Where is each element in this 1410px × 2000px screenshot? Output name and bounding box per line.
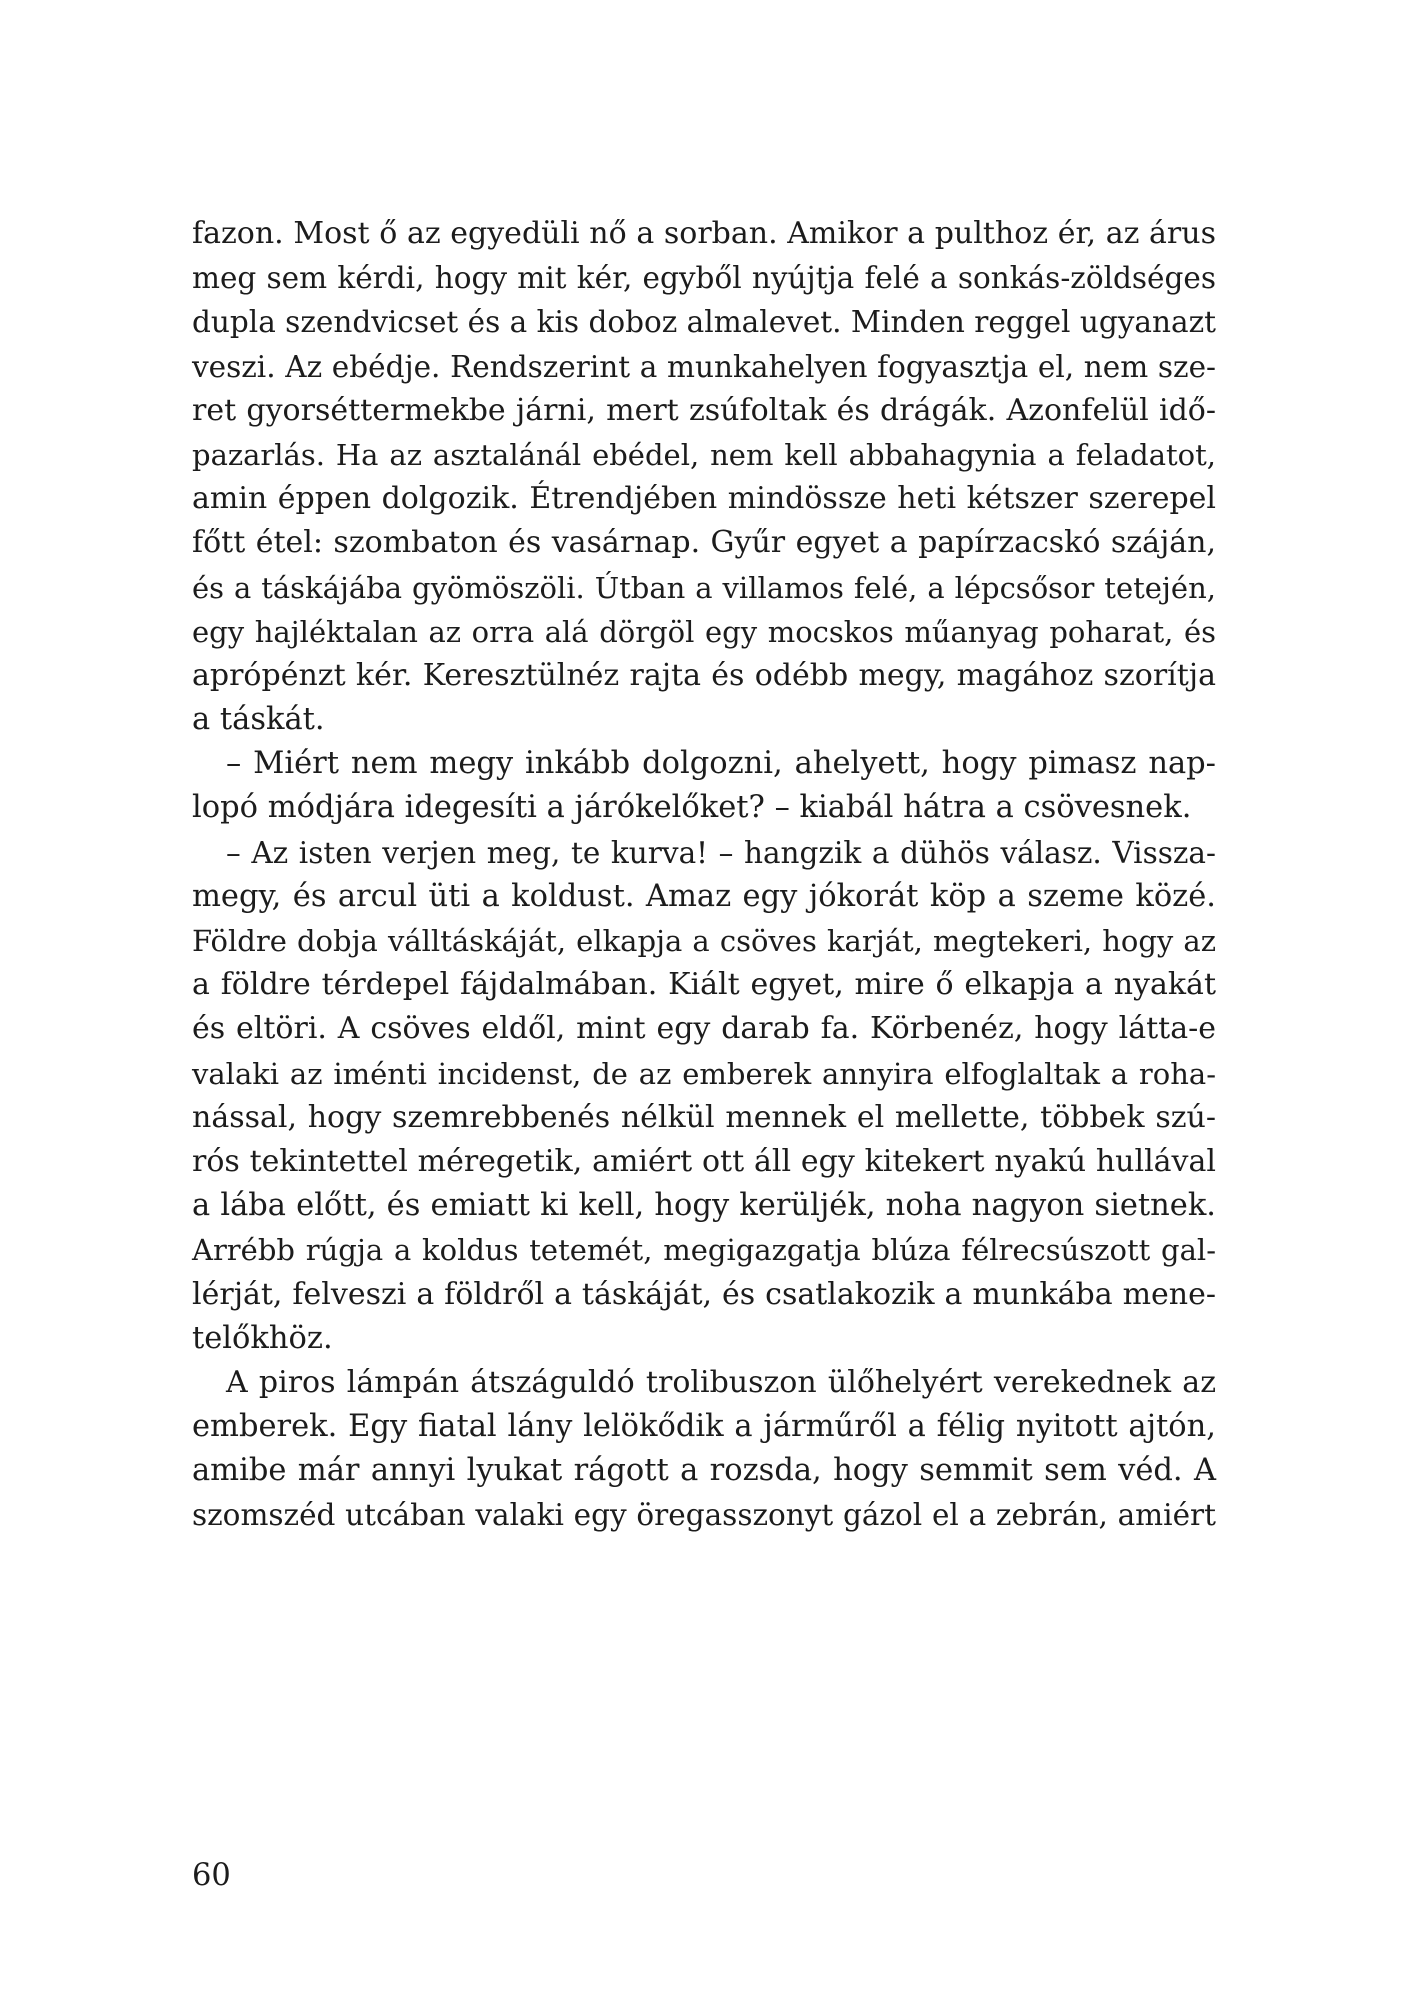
text-line: ret gyorséttermekbe járni, mert zsúfoltak és drágák. Azonfelül idő- — [192, 392, 1216, 428]
text-line: amibe már annyi lyukat rágott a rozsda, hogy semmit sem véd. A — [192, 1453, 1216, 1489]
text-line: a táskát. — [192, 702, 325, 738]
text-line: amin éppen dolgozik. Étrendjében mindössze heti kétszer szerepel — [192, 481, 1216, 517]
text-line: A piros lámpán átszáguldó trolibuszon ülőhelyért verekednek az — [226, 1364, 1216, 1400]
text-line: meg sem kérdi, hogy mit kér, egyből nyújtja felé a sonkás-zöldséges — [192, 261, 1216, 296]
text-line: a földre térdepel fájdalmában. Kiált egyet, mire ő elkapja a nyakát — [192, 967, 1216, 1003]
body-text — [192, 212, 1216, 1538]
text-line: a lába előtt, és emiatt ki kell, hogy kerüljék, noha nagyon sietnek. — [192, 1188, 1216, 1224]
paragraph-1 — [192, 212, 1216, 742]
text-line: – Az isten verjen meg, te kurva! – hangzik a dühös válasz. Vissza- — [226, 835, 1216, 870]
text-line: pazarlás. Ha az asztalánál ebédel, nem kell abbahagynia a feladatot, — [192, 437, 1216, 472]
text-line: és a táskájába gyömöszöli. Útban a villamos felé, a lépcsősor tetején, — [192, 570, 1216, 605]
text-line: – Miért nem megy inkább dolgozni, ahelyett, hogy pimasz nap- — [226, 746, 1216, 782]
text-line: aprópénzt kér. Keresztülnéz rajta és odébb megy, magához szorítja — [192, 657, 1216, 693]
paragraph-3 — [192, 831, 1216, 1361]
text-line: lopó módjára idegesíti a járókelőket? – kiabál hátra a csövesnek. — [192, 790, 1192, 826]
text-line: szomszéd utcában valaki egy öregasszonyt gázol el a zebrán, amiért — [192, 1498, 1216, 1533]
text-line: lérját, felveszi a földről a táskáját, és csatlakozik a munkába mene- — [192, 1276, 1216, 1312]
text-line: főtt étel: szombaton és vasárnap. Gyűr egyet a papírzacskó száján, — [192, 525, 1216, 561]
text-line: nással, hogy szemrebbenés nélkül mennek el mellette, többek szú- — [192, 1099, 1216, 1135]
text-line: Földre dobja válltáskáját, elkapja a csöves karját, megtekeri, hogy az — [192, 924, 1216, 958]
text-line: és eltöri. A csöves eldől, mint egy darab fa. Körbenéz, hogy látta-e — [192, 1011, 1216, 1047]
paragraph-2 — [192, 742, 1216, 830]
text-line: egy hajléktalan az orra alá dörgöl egy mocskos műanyag poharat, és — [192, 614, 1216, 649]
text-line: rós tekintettel méregetik, amiért ott áll egy kitekert nyakú hullával — [192, 1143, 1216, 1179]
text-line: megy, és arcul üti a koldust. Amaz egy jókorát köp a szeme közé. — [192, 878, 1216, 914]
text-line: Arrébb rúgja a koldus tetemét, megigazgatja blúza félrecsúszott gal- — [192, 1233, 1216, 1268]
text-line: veszi. Az ebédje. Rendszerint a munkahelyen fogyasztja el, nem sze- — [192, 349, 1216, 384]
text-line: dupla szendvicset és a kis doboz almalevet. Minden reggel ugyanazt — [192, 305, 1216, 340]
text-line: telőkhöz. — [192, 1320, 333, 1356]
text-line: valaki az iménti incidenst, de az emberek annyira elfoglaltak a roha- — [192, 1056, 1216, 1091]
text-line: emberek. Egy fiatal lány lelökődik a járműről a félig nyitott ajtón, — [192, 1409, 1216, 1445]
paragraph-4 — [192, 1361, 1216, 1538]
text-line: fazon. Most ő az egyedüli nő a sorban. Amikor a pulthoz ér, az árus — [192, 216, 1216, 251]
page-number: 60 — [192, 1858, 231, 1893]
